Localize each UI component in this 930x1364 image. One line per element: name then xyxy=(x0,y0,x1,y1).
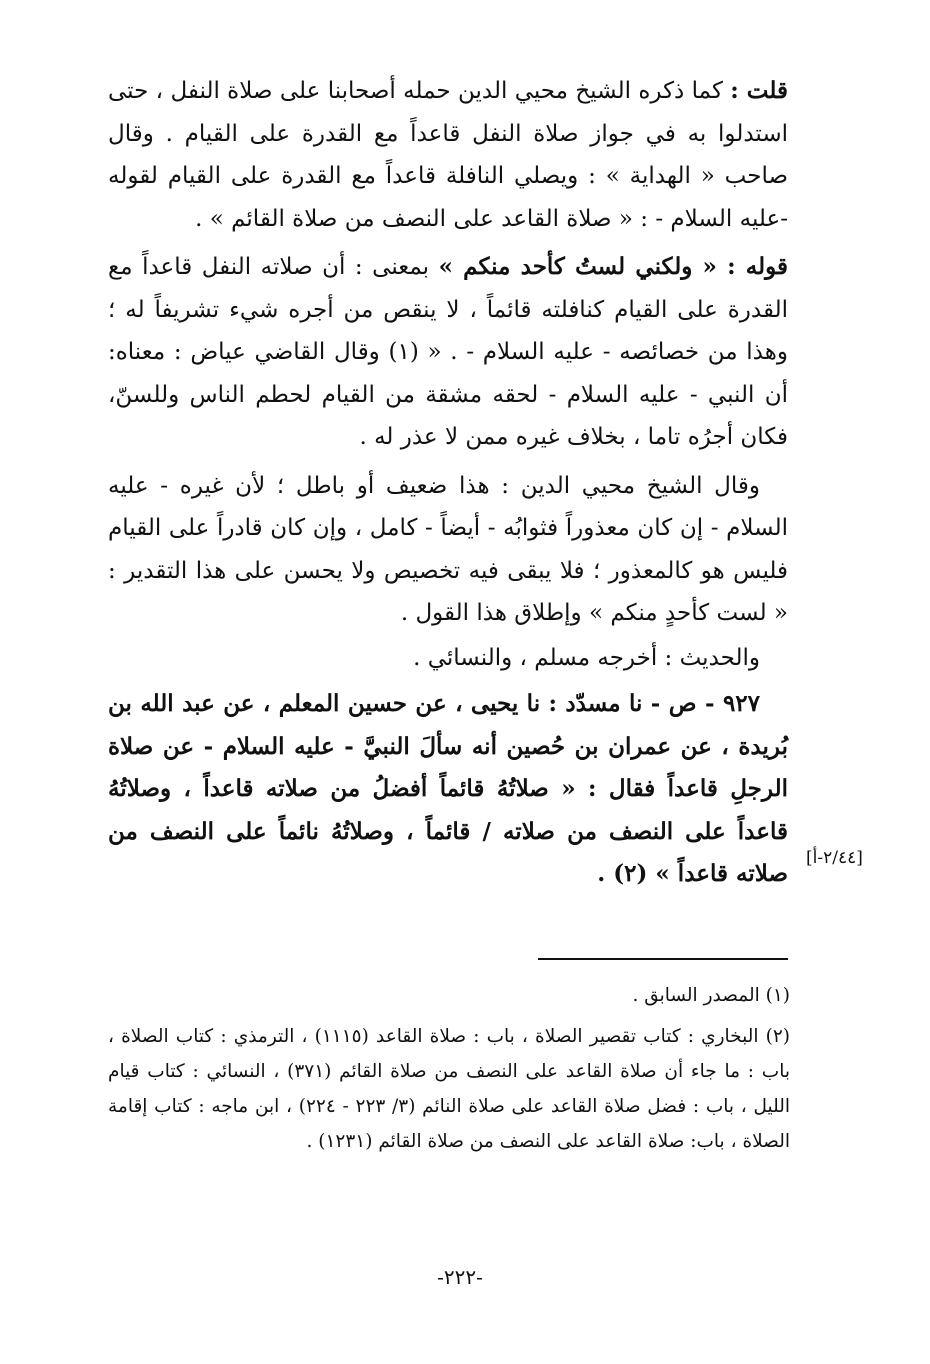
paragraph-1 xyxy=(108,70,788,240)
manuscript-margin-reference: [٢/٤٤-أ] xyxy=(806,848,863,868)
paragraph-2 xyxy=(108,246,788,459)
paragraph-lead: قلت : xyxy=(730,77,788,104)
footnote-divider xyxy=(538,958,788,960)
page-number: -٢٢٢- xyxy=(437,1265,483,1289)
paragraph-text: وقال الشيخ محيي الدين : هذا ضعيف أو باطل ؛ لأن غيره - عليه السلام - إن كان معذوراً فثوابُه - أيضاً - كامل ، وإن كان قادراً على القيام فليس هو كالمعذور ؛ فلا يبقى فيه تخصيص ولا يحسن على هذا التقدير : « لست كأحدٍ منكم » وإطلاق هذا القول . xyxy=(108,472,788,626)
hadith-text: ٩٢٧ - ص - نا مسدّد : نا يحيى ، عن حسين المعلم ، عن عبد الله بن بُريدة ، عن عمران بن حُصين أنه سألَ النبيَّ - عليه السلام - عن صلاة الرجلِ قاعداً فقال : « صلاتُهُ قائماً أفضلُ من صلاته قاعداً ، وصلاتُهُ قاعداً على النصف من صلاته / قائماً ، وصلاتُهُ نائماً على النصف من صلاته قاعداً » (٢) . xyxy=(108,690,788,887)
paragraph-4 xyxy=(108,637,788,680)
paragraph-text: بمعنى : أن صلاته النفل قاعداً مع القدرة على القيام كنافلته قائماً ، لا ينقص من أجره شيء تشريفاً له ؛ وهذا من خصائصه - عليه السلام - . « (١) وقال القاضي عياض : معناه: أن النبي - عليه السلام - لحقه مشقة من القيام لحطم الناس وللسنّ، فكان أجرُه تاما ، بخلاف غيره ممن لا عذر له . xyxy=(108,254,788,450)
hadith-block xyxy=(108,683,788,896)
footnote-text: (١) المصدر السابق . xyxy=(632,985,790,1006)
footnote-1 xyxy=(108,978,790,1013)
paragraph-text: كما ذكره الشيخ محيي الدين حمله أصحابنا على صلاة النفل ، حتى استدلوا به في جواز صلاة النفل قاعداً مع القدرة على القيام . وقال صاحب « الهداية » : ويصلي النافلة قاعداً مع القدرة على القيام لقوله -عليه السلام - : « صلاة القاعد على النصف من صلاة القائم » . xyxy=(108,78,788,232)
footnote-text: (٢) البخاري : كتاب تقصير الصلاة ، باب : صلاة القاعد (١١١٥) ، الترمذي : كتاب الصلاة ، باب : ما جاء أن صلاة القاعد على النصف من صلاة القائم (٣٧١) ، النسائي : كتاب قيام الليل ، باب : فضل صلاة القاعد على صلاة النائم (٣/ ٢٢٣ - ٢٢٤) ، ابن ماجه : كتاب إقامة الصلاة ، باب: صلاة القاعد على النصف من صلاة القائم (١٢٣١) . xyxy=(108,1026,790,1152)
footnote-2 xyxy=(108,1019,790,1159)
main-text xyxy=(108,70,788,896)
paragraph-3 xyxy=(108,465,788,635)
paragraph-text: والحديث : أخرجه مسلم ، والنسائي . xyxy=(413,644,760,671)
paragraph-lead: قوله : « ولكني لستُ كأحد منكم » xyxy=(438,253,788,280)
footnotes xyxy=(108,978,790,1159)
